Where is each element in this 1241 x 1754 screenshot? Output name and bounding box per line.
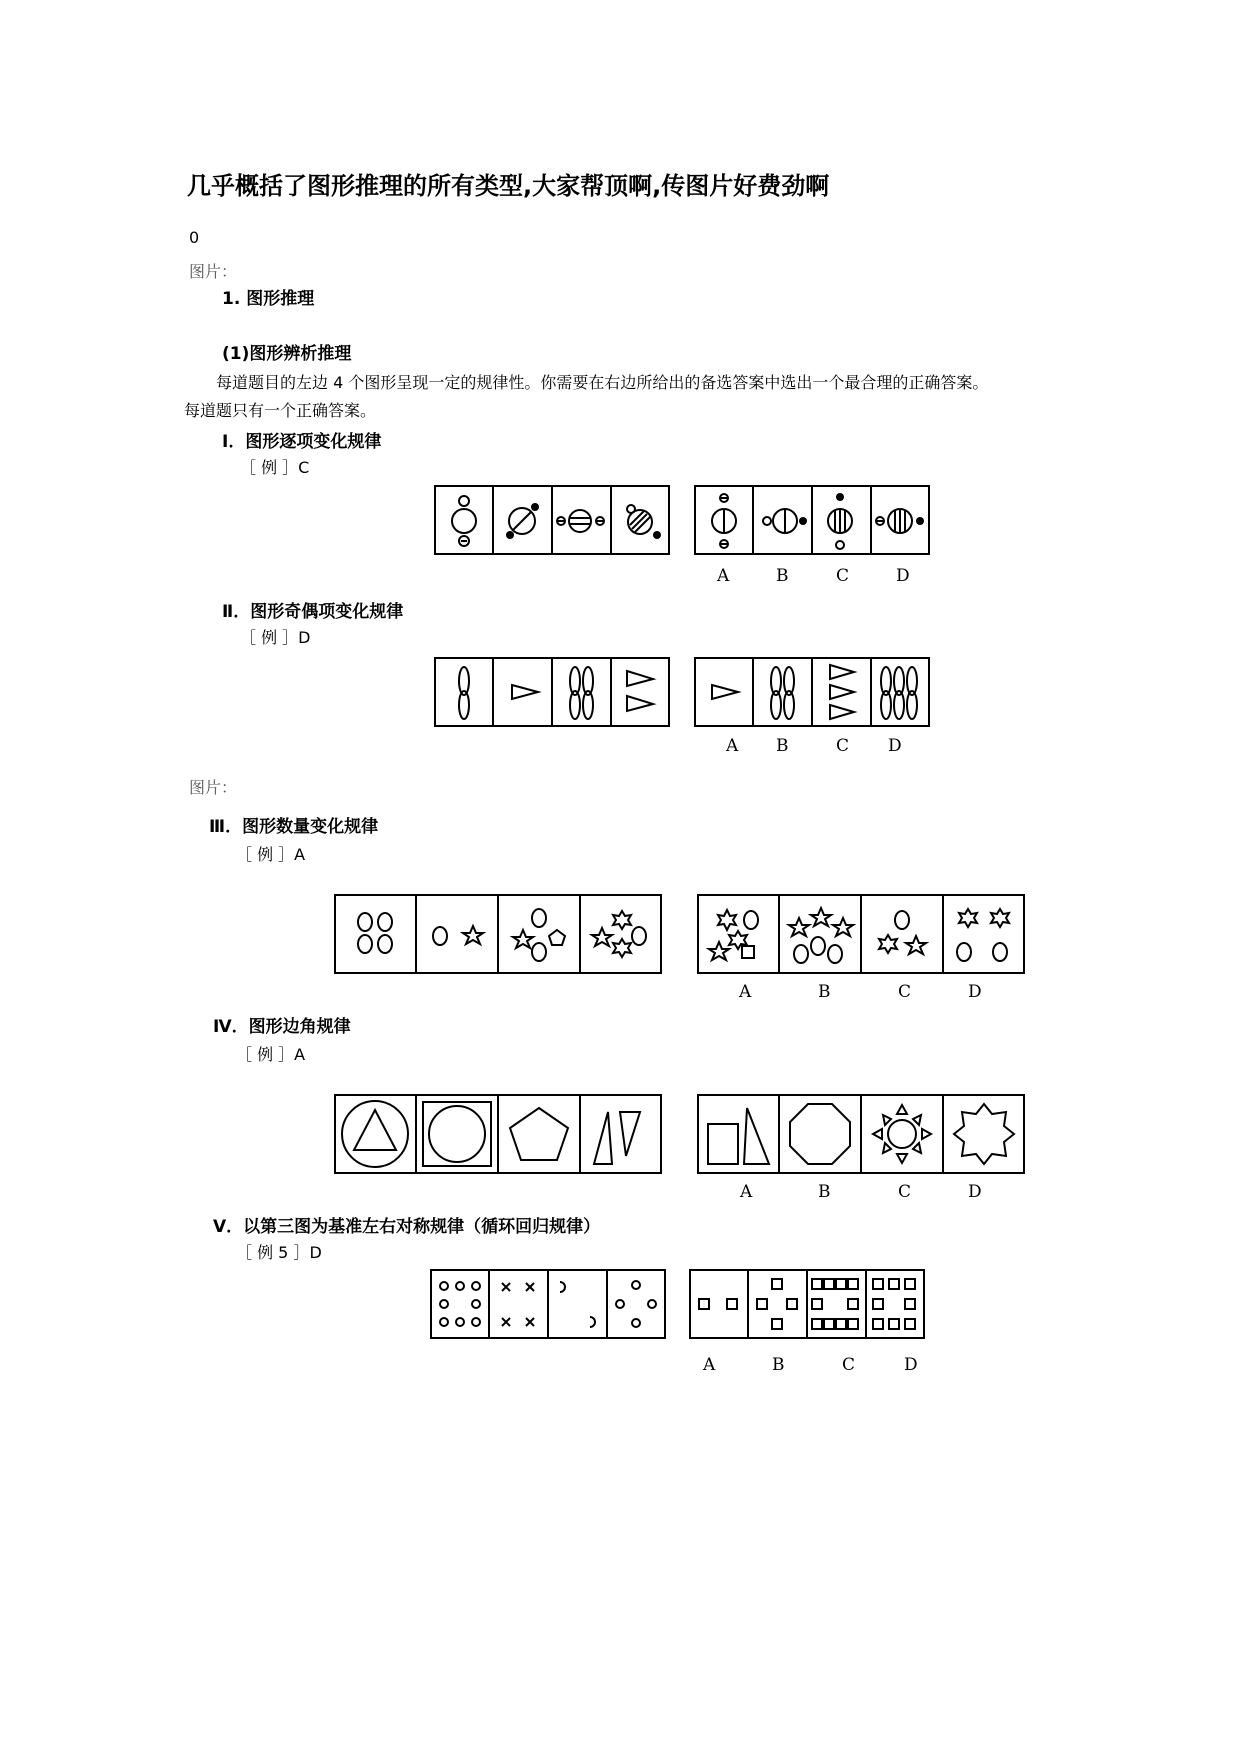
- rule-4-question-strip: [334, 1094, 662, 1174]
- rule-5-heading: Ⅴ．以第三图为基准左右对称规律（循环回归规律）: [213, 1217, 601, 1237]
- rule-1-heading: Ⅰ．图形逐项变化规律: [222, 432, 382, 452]
- rule-3-options-strip: [697, 894, 1025, 974]
- rule-4-option-c: C: [898, 1182, 912, 1202]
- rule-3-option-b: B: [818, 982, 831, 1002]
- rule-4-options-strip: [697, 1094, 1025, 1174]
- rule-2-option-a: A: [726, 736, 739, 756]
- rule-4-option-b: B: [818, 1182, 831, 1202]
- rule-4-option-d: D: [968, 1182, 982, 1202]
- rule-2-options-strip: [694, 657, 930, 727]
- rule-3-example: ［ 例 ］A: [236, 845, 306, 864]
- rule-5-option-a: A: [703, 1355, 716, 1375]
- rule-4-heading: Ⅳ．图形边角规律: [213, 1017, 351, 1037]
- rule-1-example: ［ 例 ］C: [240, 458, 310, 477]
- picture-label: 图片：: [189, 778, 238, 797]
- rule-3-option-c: C: [898, 982, 912, 1002]
- rule-5-example: ［ 例 5 ］D: [236, 1243, 322, 1262]
- rule-2-question-strip: [434, 657, 670, 727]
- rule-2-example: ［ 例 ］D: [240, 628, 311, 647]
- rule-5-question-strip: [430, 1269, 666, 1339]
- rule-4-option-a: A: [740, 1182, 753, 1202]
- rule-1-question-strip: [434, 485, 670, 555]
- rule-1-option-a: A: [717, 566, 730, 586]
- instruction-line-1: 每道题目的左边 4 个图形呈现一定的规律性。你需要在右边所给出的备选答案中选出一个最合理的正确答案。: [216, 373, 989, 392]
- rule-4-example: ［ 例 ］A: [236, 1045, 306, 1064]
- rule-1-option-b: B: [776, 566, 789, 586]
- rule-2-option-d: D: [888, 736, 902, 756]
- section-heading: 1. 图形推理: [222, 289, 315, 309]
- sub-heading: (1)图形辨析推理: [222, 344, 352, 364]
- reply-count: 0: [189, 228, 200, 247]
- instruction-line-2: 每道题只有一个正确答案。: [184, 401, 377, 420]
- rule-5-option-c: C: [842, 1355, 856, 1375]
- rule-3-question-strip: [334, 894, 662, 974]
- rule-3-heading: Ⅲ．图形数量变化规律: [209, 817, 379, 837]
- rule-5-option-d: D: [904, 1355, 918, 1375]
- rule-2-option-c: C: [836, 736, 850, 756]
- rule-1-options-strip: [694, 485, 930, 555]
- rule-1-option-c: C: [836, 566, 850, 586]
- rule-5-options-strip: [689, 1269, 925, 1339]
- page-title: 几乎概括了图形推理的所有类型,大家帮顶啊,传图片好费劲啊: [187, 172, 830, 200]
- rule-2-heading: Ⅱ．图形奇偶项变化规律: [222, 602, 404, 622]
- rule-2-option-b: B: [776, 736, 789, 756]
- picture-label: 图片：: [189, 262, 238, 281]
- rule-3-option-d: D: [968, 982, 982, 1002]
- rule-1-option-d: D: [896, 566, 910, 586]
- rule-3-option-a: A: [739, 982, 752, 1002]
- rule-5-option-b: B: [772, 1355, 785, 1375]
